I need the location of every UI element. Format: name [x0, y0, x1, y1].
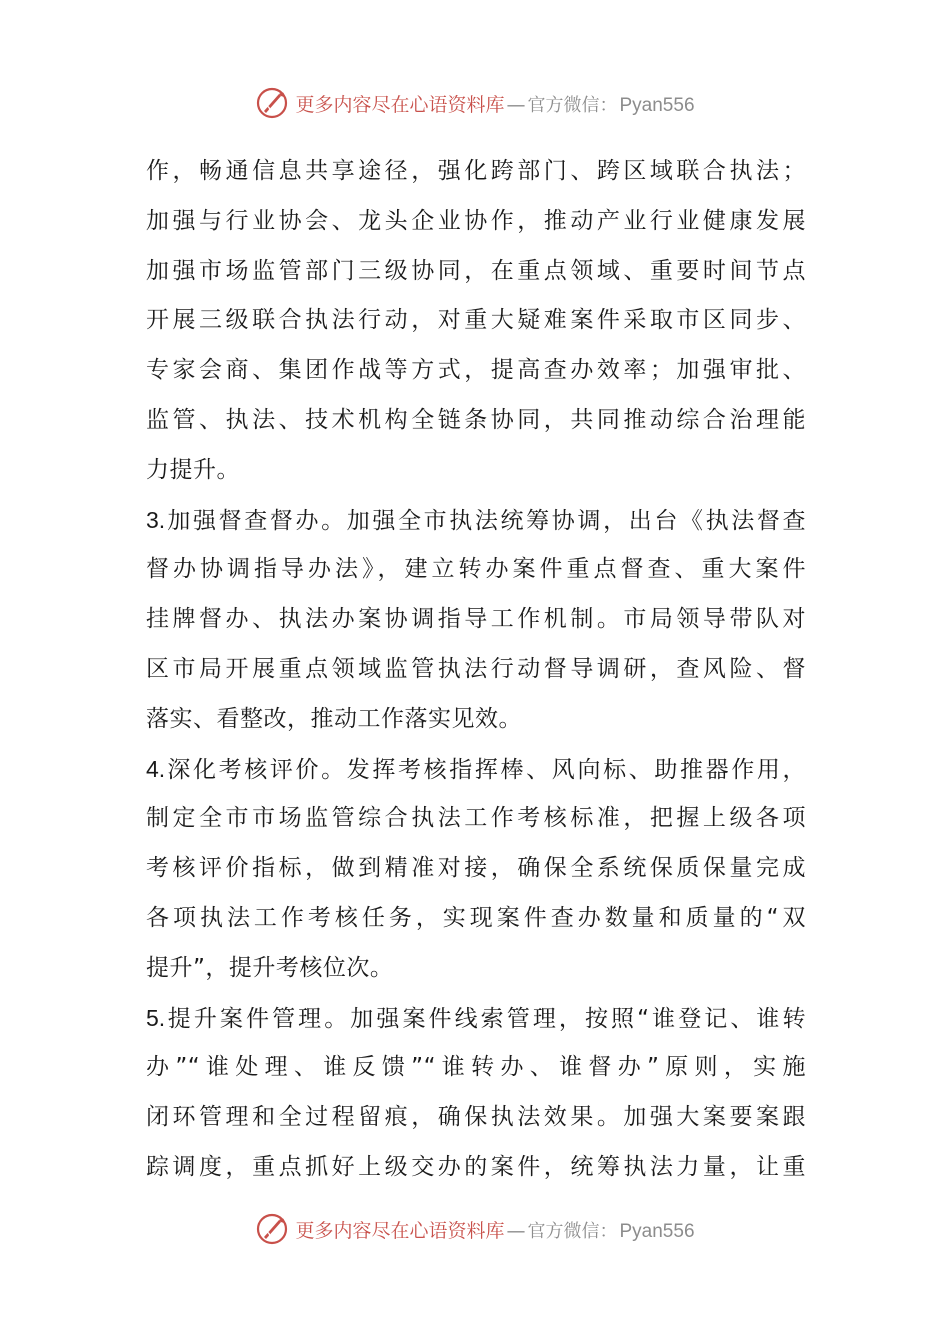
section-number: 3. [146, 506, 166, 533]
body-line: 监管、执法、技术机构全链条协同，共同推动综合治理能 [146, 406, 806, 433]
watermark-sub-text: 官方微信： [527, 1220, 618, 1242]
body-line: 考核评价指标，做到精准对接，确保全系统保质保量完成 [146, 855, 806, 882]
watermark-wechat-id: Pyan556 [619, 1220, 695, 1242]
body-line: 力提升。 [146, 456, 240, 483]
body-line: 开展三级联合执法行动，对重大疑难案件采取市区同步、 [146, 307, 806, 334]
watermark-dash: — [506, 1219, 526, 1242]
quill-logo-icon [255, 86, 289, 120]
watermark-sub-text: 官方微信： [527, 94, 618, 116]
section-text: 提升案件管理。加强案件线索管理，按照“谁登记、谁转 [165, 1005, 806, 1032]
body-line: 作，畅通信息共享途径，强化跨部门、跨区域联合执法； [146, 158, 806, 184]
section-text: 加强督查督办。加强全市执法统筹协调，出台《执法督查 [165, 507, 806, 534]
section-heading-line [146, 745, 806, 795]
watermark-main-text: 更多内容尽在心语资料库 [295, 1219, 505, 1242]
watermark-wechat-id: Pyan556 [619, 94, 695, 116]
section-number: 5. [146, 1004, 166, 1031]
header-watermark [0, 83, 950, 123]
body-line: 制定全市市场监管综合执法工作考核标准，把握上级各项 [146, 805, 806, 832]
section-number: 4. [146, 755, 166, 782]
document-body [146, 147, 806, 1193]
section-text: 深化考核评价。发挥考核指挥棒、风向标、助推器作用， [165, 756, 806, 783]
footer-watermark [0, 1209, 950, 1249]
body-line: 专家会商、集团作战等方式，提高查办效率；加强审批、 [146, 357, 806, 384]
body-line: 踪调度，重点抓好上级交办的案件，统筹执法力量，让重 [146, 1153, 806, 1180]
body-line: 提升”，提升考核位次。 [146, 954, 394, 981]
watermark-dash: — [506, 93, 526, 116]
body-line: 加强与行业协会、龙头企业协作，推动产业行业健康发展 [146, 207, 806, 234]
body-line: 办”“谁处理、谁反馈”“谁转办、谁督办”原则，实施 [146, 1054, 806, 1081]
body-line: 督办协调指导办法》，建立转办案件重点督查、重大案件 [146, 556, 806, 583]
body-line: 加强市场监管部门三级协同，在重点领域、重要时间节点 [146, 257, 806, 284]
body-line: 挂牌督办、执法办案协调指导工作机制。市局领导带队对 [146, 606, 806, 633]
quill-logo-icon [255, 1212, 289, 1246]
body-line: 区市局开展重点领域监管执法行动督导调研，查风险、督 [146, 655, 806, 682]
watermark-main-text: 更多内容尽在心语资料库 [295, 93, 505, 116]
section-heading-line [146, 496, 806, 546]
section-heading-line [146, 994, 806, 1044]
body-line: 落实、看整改，推动工作落实见效。 [146, 705, 522, 732]
body-line: 各项执法工作考核任务，实现案件查办数量和质量的“双 [146, 904, 806, 931]
body-line: 闭环管理和全过程留痕，确保执法效果。加强大案要案跟 [146, 1104, 806, 1131]
